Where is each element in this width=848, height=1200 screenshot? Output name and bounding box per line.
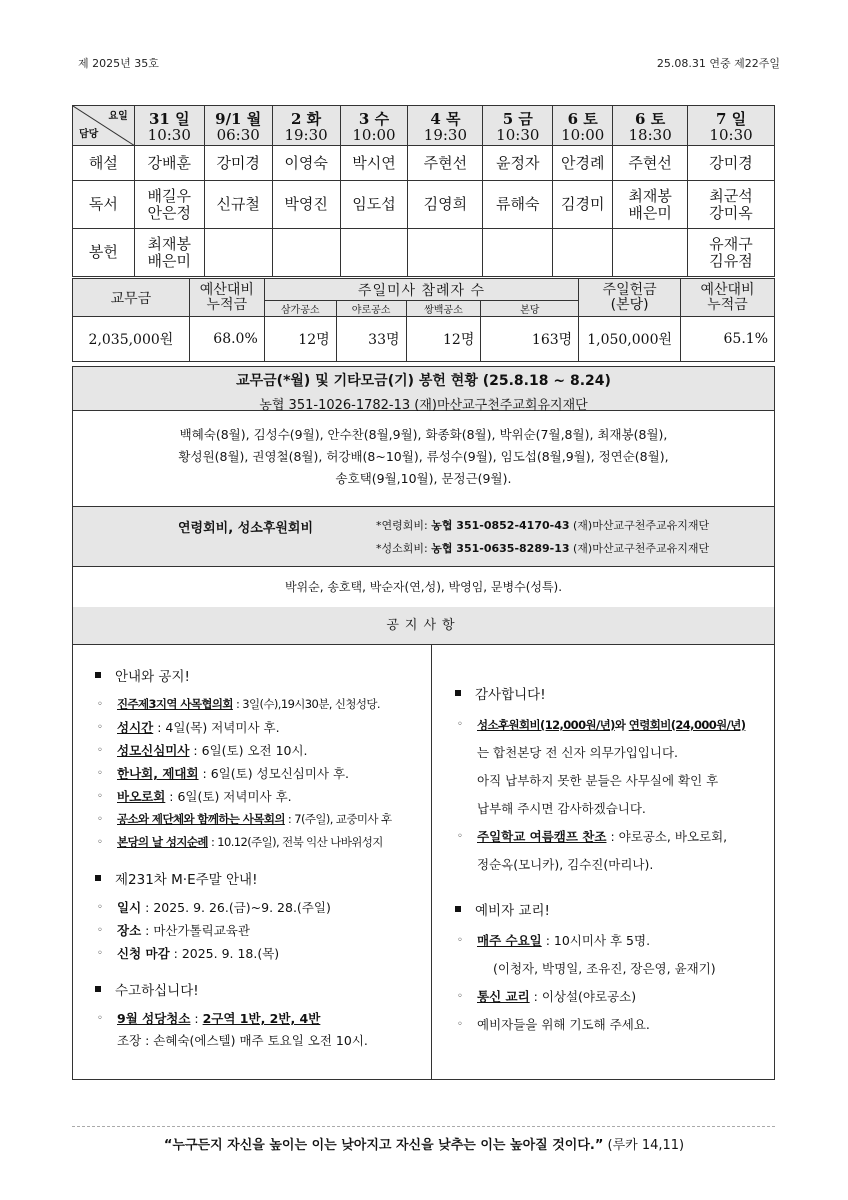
table-cell — [272, 229, 340, 277]
stats-table — [72, 278, 775, 362]
table-cell: 배길우 안은정 — [134, 181, 204, 229]
list-item: ◦ 바오로회 : 6일(토) 저녁미사 후. — [95, 785, 430, 808]
list-item: ◦ 매주 수요일 : 10시미사 후 5명. — [455, 927, 770, 955]
circle-bullet-icon: ◦ — [97, 699, 103, 710]
list-item: ◦ 진주제3지역 사목협의회 : 3일(수),19시30분, 신청성당. — [95, 693, 430, 716]
dues-account: 농협 351-1026-1782-13 (재)마산교구천주교회유지재단 — [259, 398, 588, 413]
dues-line: 송호택(9월,10월), 문정근(9월). — [335, 471, 512, 486]
offering-value: 1,050,000원 — [579, 317, 681, 362]
notice-right-column — [455, 683, 770, 1039]
list-item-continuation: 는 합천본당 전 신자 의무가입입니다. — [477, 745, 678, 760]
budget-value: 68.0% — [189, 317, 264, 362]
circle-bullet-icon: ◦ — [97, 837, 103, 848]
table-cell — [408, 229, 483, 277]
day-header-row — [73, 106, 775, 146]
table-cell: 주현선 — [613, 146, 688, 181]
sub-label: 삼가공소 — [264, 301, 336, 317]
square-bullet-icon — [455, 906, 461, 912]
list-item-continuation: 조장 : 손혜숙(에스텔) 매주 토요일 오전 10시. — [117, 1033, 368, 1048]
corner-top-label: 요일 — [108, 111, 128, 122]
notice-body — [72, 644, 775, 1080]
table-cell: 이영숙 — [272, 146, 340, 181]
list-item-continuation: 아직 납부하지 못한 분들은 사무실에 확인 후 — [477, 773, 719, 788]
table-cell: 윤정자 — [483, 146, 553, 181]
column-divider — [431, 645, 432, 1079]
att-value: 33명 — [336, 317, 406, 362]
circle-bullet-icon: ◦ — [97, 814, 103, 825]
list-item-continuation: (이청자, 박명일, 조유진, 장은영, 윤재기) — [493, 961, 716, 976]
corner-bottom-label: 담당 — [79, 129, 99, 140]
list-item: ◦ 성시간 : 4일(목) 저녁미사 후. — [95, 716, 430, 739]
circle-bullet-icon: ◦ — [97, 768, 103, 779]
day-col-4: 4 목 19:30 — [408, 106, 483, 146]
list-item: ◦ 예비자들을 위해 기도해 주세요. — [455, 1011, 770, 1039]
table-cell: 강미경 — [204, 146, 272, 181]
list-item: ◦ 통신 교리 : 이상설(야로공소) — [455, 983, 770, 1011]
sub-label: 쌍백공소 — [406, 301, 481, 317]
att-value: 12명 — [406, 317, 481, 362]
membership-donors: 박위순, 송호택, 박순자(연,성), 박영임, 문병수(성특). — [72, 566, 775, 608]
issue-number: 제 2025년 35호 — [78, 57, 159, 70]
table-cell: 안경례 — [553, 146, 613, 181]
dues-title: 교무금(*월) 및 기타모금(기) 봉헌 현황 (25.8.18 ~ 8.24) — [236, 373, 611, 389]
membership-title: 연령회비, 성소후원회비 — [178, 521, 314, 536]
offering-row — [73, 229, 775, 277]
table-cell — [553, 229, 613, 277]
list-item: ◦ 9월 성당청소 : 2구역 1반, 2반, 4반 — [95, 1007, 430, 1030]
list-item: ◦ 주일학교 여름캠프 찬조 : 야로공소, 바오로회, — [455, 823, 770, 851]
circle-bullet-icon: ◦ — [97, 948, 103, 959]
membership-account-2: *성소회비: 농협 351-0635-8289-13 (재)마산교구천주교유지재단 — [376, 542, 710, 555]
circle-bullet-icon: ◦ — [97, 925, 103, 936]
budget2-label: 예산대비 누적금 — [681, 279, 775, 317]
circle-bullet-icon: ◦ — [97, 722, 103, 733]
circle-bullet-icon: ◦ — [457, 991, 463, 1002]
section-heading: 제231차 M·E주말 안내! — [95, 868, 430, 888]
circle-bullet-icon: ◦ — [97, 902, 103, 913]
reading-row — [73, 181, 775, 229]
table-cell: 김경미 — [553, 181, 613, 229]
budget2-value: 65.1% — [681, 317, 775, 362]
circle-bullet-icon: ◦ — [457, 935, 463, 946]
row-label: 독서 — [73, 181, 135, 229]
commentary-row — [73, 146, 775, 181]
offering-label: 주일헌금 (본당) — [579, 279, 681, 317]
table-cell: 박시연 — [340, 146, 408, 181]
section-heading: 감사합니다! — [455, 683, 770, 703]
budget-label: 예산대비 누적금 — [189, 279, 264, 317]
circle-bullet-icon: ◦ — [97, 745, 103, 756]
dues-value: 2,035,000원 — [73, 317, 190, 362]
list-item: ◦ 성소후원회비(12,000원/년)와 연령회비(24,000원/년) — [455, 711, 770, 739]
table-cell — [340, 229, 408, 277]
att-value: 12명 — [264, 317, 336, 362]
circle-bullet-icon: ◦ — [457, 831, 463, 842]
square-bullet-icon — [455, 690, 461, 696]
sub-label: 본당 — [481, 301, 579, 317]
table-cell — [613, 229, 688, 277]
day-col-8: 7 일 10:30 — [688, 106, 775, 146]
circle-bullet-icon: ◦ — [457, 1019, 463, 1030]
square-bullet-icon — [95, 672, 101, 678]
attendance-label: 주일미사 참례자 수 — [264, 279, 578, 301]
table-cell — [204, 229, 272, 277]
section-heading: 예비자 교리! — [455, 899, 770, 919]
list-item: ◦ 장소 : 마산가톨릭교육관 — [95, 919, 430, 942]
table-cell: 강미경 — [688, 146, 775, 181]
day-col-1: 9/1 월 06:30 — [204, 106, 272, 146]
row-label: 봉헌 — [73, 229, 135, 277]
table-cell: 박영진 — [272, 181, 340, 229]
dues-label: 교무금 — [73, 279, 190, 317]
issue-date: 25.08.31 연중 제22주일 — [656, 57, 780, 70]
square-bullet-icon — [95, 986, 101, 992]
notice-title: 공지사항 — [72, 607, 775, 645]
table-cell: 임도섭 — [340, 181, 408, 229]
day-col-7: 6 토 18:30 — [613, 106, 688, 146]
list-item: ◦ 일시 : 2025. 9. 26.(금)~9. 28.(주일) — [95, 896, 430, 919]
dues-line: 황성원(8월), 권영철(8월), 허강배(8~10월), 류성수(9월), 임도섭(8월,9월), 정연순(8월), — [178, 449, 669, 464]
list-item: ◦ 공소와 제단체와 함께하는 사목회의 : 7(주일), 교중미사 후 — [95, 808, 430, 831]
mass-schedule-table — [72, 105, 775, 277]
list-item: ◦ 본당의 날 성지순례 : 10.12(주일), 전북 익산 나바위성지 — [95, 831, 430, 854]
table-cell — [483, 229, 553, 277]
circle-bullet-icon: ◦ — [97, 791, 103, 802]
day-col-3: 3 수 10:00 — [340, 106, 408, 146]
table-cell: 주현선 — [408, 146, 483, 181]
square-bullet-icon — [95, 875, 101, 881]
table-cell: 최재봉 배은미 — [134, 229, 204, 277]
table-cell: 류해숙 — [483, 181, 553, 229]
day-col-0: 31 일 10:30 — [134, 106, 204, 146]
circle-bullet-icon: ◦ — [97, 1013, 103, 1024]
section-heading: 수고하십니다! — [95, 979, 430, 999]
day-col-6: 6 토 10:00 — [553, 106, 613, 146]
list-item: ◦ 신청 마감 : 2025. 9. 18.(목) — [95, 942, 430, 965]
day-col-2: 2 화 19:30 — [272, 106, 340, 146]
table-cell: 김영희 — [408, 181, 483, 229]
list-item: ◦ 성모신심미사 : 6일(토) 오전 10시. — [95, 739, 430, 762]
sub-label: 야로공소 — [336, 301, 406, 317]
table-cell: 신규철 — [204, 181, 272, 229]
circle-bullet-icon: ◦ — [457, 719, 463, 730]
membership-section-header — [72, 507, 775, 567]
dues-section-header — [72, 366, 775, 411]
table-cell: 최군석 강미옥 — [688, 181, 775, 229]
membership-account-1: *연령회비: 농협 351-0852-4170-43 (재)마산교구천주교유지재단 — [376, 519, 710, 532]
table-cell: 강배훈 — [134, 146, 204, 181]
dues-list — [72, 410, 775, 507]
corner-cell — [73, 106, 135, 146]
row-label: 해설 — [73, 146, 135, 181]
att-value: 163명 — [481, 317, 579, 362]
footer-quote: “누구든지 자신을 높이는 이는 낮아지고 자신을 낮추는 이는 높아질 것이다.” (루카 14,11) — [163, 1138, 685, 1153]
list-item-continuation: 납부해 주시면 감사하겠습니다. — [477, 801, 646, 816]
table-cell: 유재구 김유점 — [688, 229, 775, 277]
section-heading: 안내와 공지! — [95, 665, 430, 685]
list-item-continuation: 정순옥(모니카), 김수진(마리나). — [477, 857, 654, 872]
footer-divider — [72, 1126, 775, 1127]
list-item: ◦ 한나회, 제대회 : 6일(토) 성모신심미사 후. — [95, 762, 430, 785]
notice-left-column — [95, 665, 430, 1052]
table-cell: 최재봉 배은미 — [613, 181, 688, 229]
dues-line: 백혜숙(8월), 김성수(9월), 안수찬(8월,9월), 화종화(8월), 박위순(7월,8월), 최재봉(8월), — [179, 427, 668, 442]
day-col-5: 5 금 10:30 — [483, 106, 553, 146]
